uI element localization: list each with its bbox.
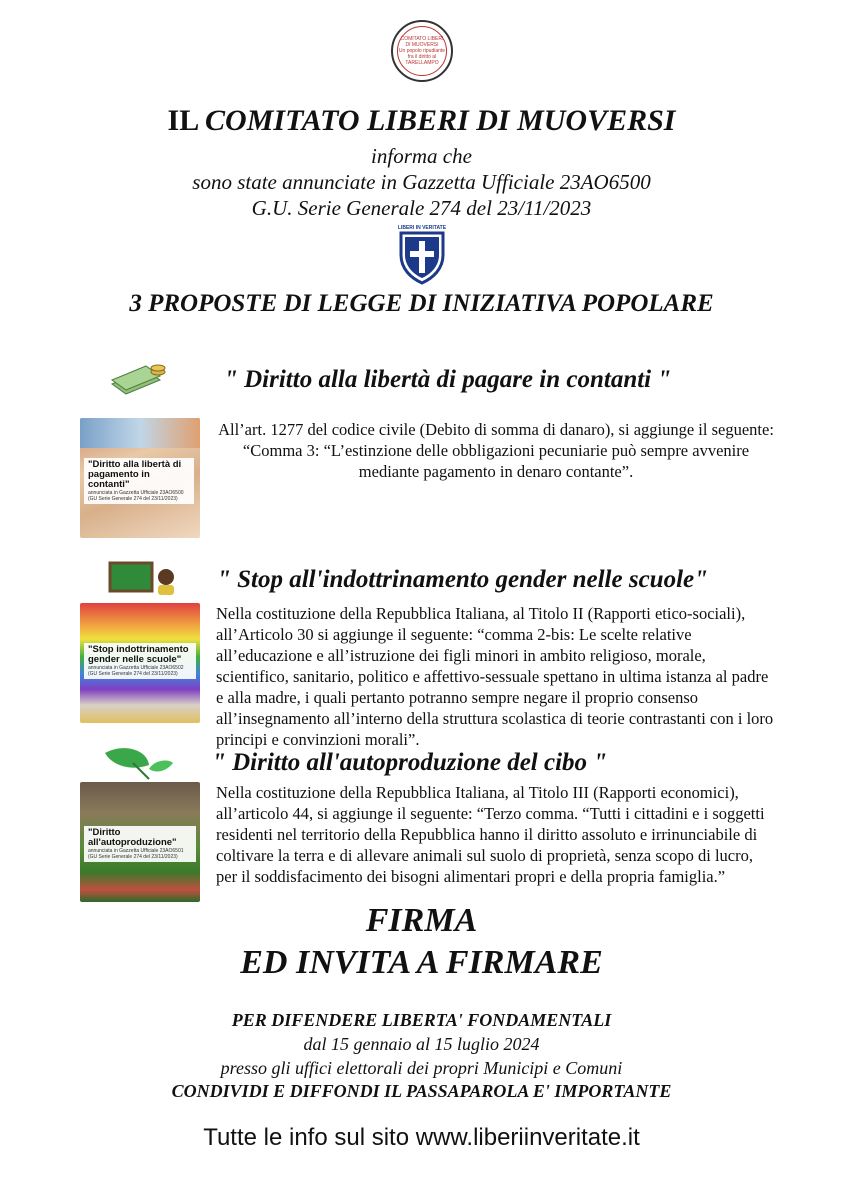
header-line-1: informa che	[371, 144, 472, 168]
footer-line-2: dal 15 gennaio al 15 luglio 2024	[303, 1034, 540, 1054]
proposal-3-title: " Diritto all'autoproduzione del cibo "	[212, 749, 608, 776]
call-line-1: FIRMA	[365, 902, 478, 939]
thumb-3-label: "Diritto all'autoproduzione" annunciata in Gazzetta Ufficiale 23AO6501 (GU Serie Generale 274 del 23/11/2023)	[84, 826, 196, 862]
footer-line-1: PER DIFENDERE LIBERTA' FONDAMENTALI	[231, 1010, 612, 1030]
shield-label: LIBERI IN VERITATE	[397, 225, 447, 231]
header-line-3: G.U. Serie Generale 274 del 23/11/2023	[251, 196, 592, 220]
proposal-3-thumbnail	[80, 782, 200, 902]
proposal-2-title: " Stop all'indottrinamento gender nelle scuole"	[217, 566, 708, 593]
footer-line-3: presso gli uffici elettorali dei propri Municipi e Comuni	[220, 1058, 623, 1078]
page-title: IL COMITATO LIBERI DI MUOVERSI	[167, 104, 676, 137]
proposal-1-text: All’art. 1277 del codice civile (Debito di somma di danaro), si aggiunge il seguente: “Comma 3: “L’estinzione delle obbligazioni pecuniarie può sempre avvenire mediante pagamento in denaro contante”.	[218, 420, 774, 481]
section-headline: 3 PROPOSTE DI LEGGE DI INIZIATIVA POPOLARE	[129, 290, 714, 317]
website-link[interactable]: Tutte le info sul sito www.liberiinveritate.it	[203, 1124, 640, 1151]
logo-text-4: TARELLAMPO	[405, 60, 439, 66]
logo-text-3: fra il diritto al	[407, 54, 437, 60]
call-line-2: ED INVITA A FIRMARE	[240, 944, 603, 981]
thumb-2-label: "Stop indottrinamento gender nelle scuole" annunciata in Gazzetta Ufficiale 23AO6502 (GU Serie Generale 274 del 23/11/2023)	[84, 643, 196, 679]
chalkboard-icon	[108, 561, 178, 597]
shield-icon	[397, 225, 447, 285]
proposal-3-text: Nella costituzione della Repubblica Italiana, al Titolo III (Rapporti economici), all’articolo 44, si aggiunge il seguente: “Terzo comma. “Tutti i cittadini e i soggetti residenti nel territorio della Repubblica hanno il diritto assoluto e irrinunciabile di coltivare la terra e di allevare animali sul suolo di proprietà, senza scopo di lucro, per il soddisfacimento dei bisogni alimentari propri e della propria famiglia.”	[216, 783, 765, 886]
proposal-2-text: Nella costituzione della Repubblica Italiana, al Titolo II (Rapporti etico-sociali), all’Articolo 30 si aggiunge il seguente: “comma 2-bis: Le scelte relative all’educazione e all’istruzione dei figli minori in ambito religioso, morale, scientifico, sanitario, politico e affettivo-sessuale spettano in ultima istanza al padre e alla madre, i quali pertanto potranno sempre negare il proprio consenso all’insegnamento all’interno della struttura scolastica di teorie contrastanti con i loro principi e convinzioni morali”.	[216, 604, 774, 749]
logo-text-1: COMITATO LIBERI DI MUOVERSI	[400, 36, 444, 48]
footer-line-4: CONDIVIDI E DIFFONDI IL PASSAPAROLA E' IMPORTANTE	[171, 1081, 672, 1101]
committee-logo	[391, 20, 453, 82]
proposal-1-title: " Diritto alla libertà di pagare in contanti "	[224, 366, 672, 393]
proposal-2-thumbnail	[80, 603, 200, 723]
thumb-1-label: "Diritto alla libertà di pagamento in contanti" annunciata in Gazzetta Ufficiale 23AO6500 (GU Serie Generale 274 del 23/11/2023)	[84, 458, 194, 504]
header-line-2: sono state annunciate in Gazzetta Ufficiale 23AO6500	[192, 170, 651, 194]
leaf-icon	[103, 745, 175, 781]
logo-text-2: Un popolo ripudiante	[398, 48, 446, 54]
money-icon	[110, 362, 168, 398]
proposal-1-thumbnail	[80, 418, 200, 538]
